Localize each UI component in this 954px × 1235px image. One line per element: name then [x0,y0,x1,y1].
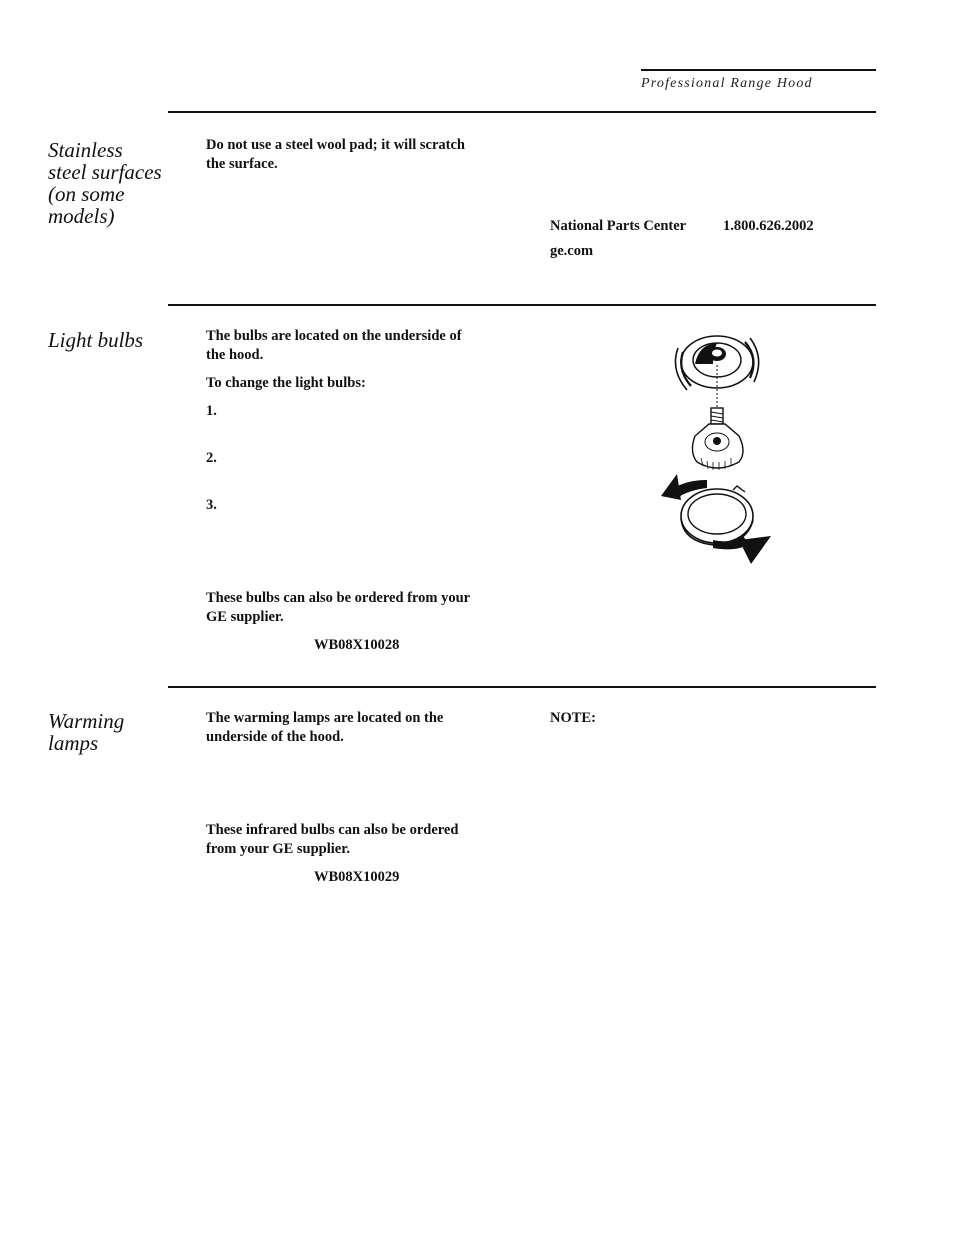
website-text: ge.com [550,243,594,259]
retaining-ring-icon [681,486,753,545]
warning-line: Do not use a steel wool pad; it will scratch [206,137,465,153]
order-line: from your GE supplier. [206,841,350,857]
step-number: 1. [206,403,217,419]
bulb-replacement-illustration [655,330,785,575]
light-bulbs-order-note [206,589,470,627]
warming-lamps-order-note [206,821,458,859]
light-bulb-part-number: WB08X10028 [314,637,400,653]
light-bulb-icon [692,408,743,470]
warning-line: the surface. [206,156,278,172]
step-number: 2. [206,450,217,466]
title-line: Stainless [48,138,123,162]
location-line: the hood. [206,347,264,363]
order-line: These bulbs can also be ordered from your [206,590,471,606]
title-line: (on some [48,182,125,206]
location-line: underside of the hood. [206,729,344,745]
order-line: GE supplier. [206,609,284,625]
title-line: models) [48,204,115,228]
note-label: NOTE: [550,710,596,726]
stainless-warning [206,136,465,174]
page-header-title: Professional Range Hood [641,76,813,91]
parts-center-label: National Parts Center [550,218,687,234]
order-line: These infrared bulbs can also be ordered [206,822,459,838]
section-title-warming-lamps [48,710,173,754]
title-line: Warming [48,709,125,733]
location-line: The warming lamps are located on the [206,710,444,726]
step-number: 3. [206,497,217,513]
title-line: steel surfaces [48,160,162,184]
light-bulbs-location [206,327,462,365]
warming-lamp-part-number: WB08X10029 [314,869,400,885]
location-line: The bulbs are located on the underside of [206,328,462,344]
parts-center-phone: 1.800.626.2002 [723,218,814,234]
section-divider-warming-lamps [168,686,876,688]
section-title-stainless [48,139,173,227]
section-divider-stainless [168,111,876,113]
warming-lamps-location [206,709,443,747]
change-bulbs-heading: To change the light bulbs: [206,375,366,391]
section-title-light-bulbs: Light bulbs [48,328,144,352]
title-line: lamps [48,731,99,755]
header-rule [641,69,876,71]
section-divider-light-bulbs [168,304,876,306]
